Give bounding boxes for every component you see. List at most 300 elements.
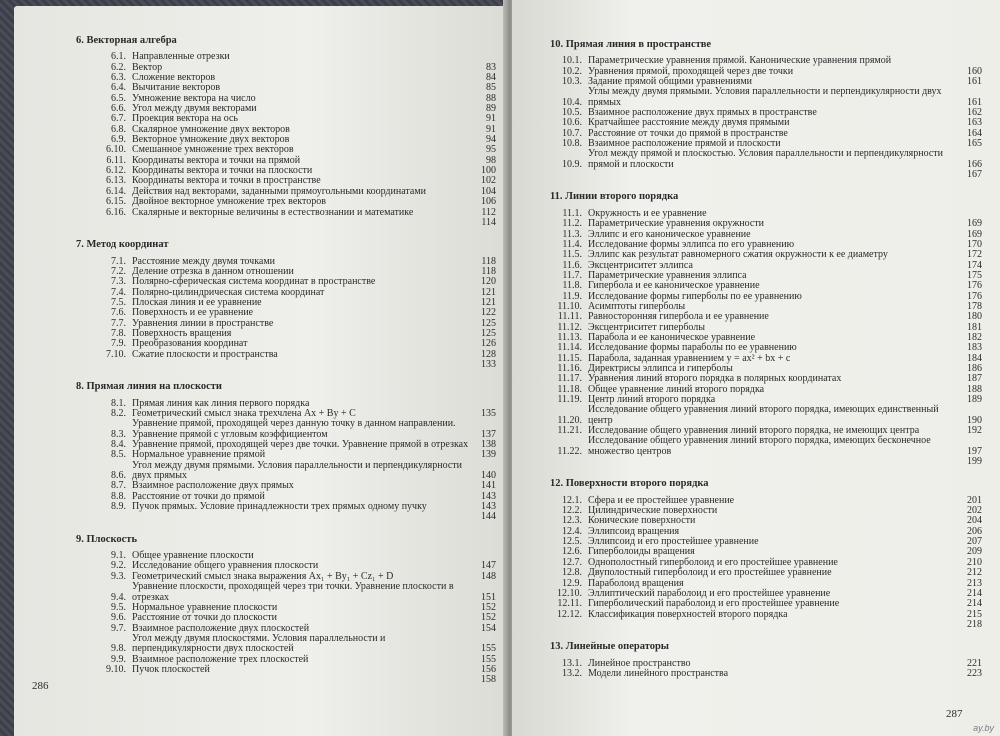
left-page-number: 286: [32, 680, 49, 692]
entry-title: Направленные отрезки: [132, 51, 230, 63]
entry-number: 10.2.: [562, 65, 582, 77]
entry-number: 7.1.: [111, 255, 126, 267]
entry-number: 12.8.: [562, 567, 582, 579]
entry-title: Модели линейного пространства: [588, 667, 729, 679]
toc-entry: [76, 277, 496, 287]
entry-page: 165: [967, 138, 982, 150]
entry-page: 187: [967, 373, 982, 385]
entry-title: Полярно-цилиндрическая система координат: [132, 286, 325, 298]
entry-number: 9.2.: [111, 560, 126, 572]
entry-page: 184: [967, 352, 982, 364]
entry-number: 11.11.: [557, 311, 582, 323]
entry-number: 12.4.: [562, 525, 582, 537]
toc-entry: [76, 613, 496, 623]
entry-number: 11.7.: [562, 269, 582, 281]
entry-title: Цилиндрические поверхности: [588, 505, 718, 517]
entry-page: 148: [481, 570, 496, 582]
entry-page: 188: [967, 383, 982, 395]
entry-number: 12.6.: [562, 546, 582, 558]
entry-title: Угол между двумя плоскостями. Условия параллельности и перпендикулярности двух плоскостей: [132, 632, 386, 655]
entry-number: 6.2.: [111, 61, 126, 73]
entry-title: Исследование формы эллипса по его уравнению: [588, 238, 795, 250]
entry-number: 8.9.: [111, 501, 126, 513]
entry-number: 12.1.: [562, 494, 582, 506]
entry-page: 190: [967, 414, 982, 426]
entry-number: 11.3.: [562, 228, 582, 240]
section-title: 9. Плоскость: [76, 533, 138, 545]
entry-page: 98: [486, 154, 496, 166]
section-title: 11. Линии второго порядка: [550, 191, 679, 203]
entry-title: Расстояние от точки до прямой: [132, 490, 265, 502]
entry-number: 6.5.: [111, 92, 126, 104]
entry-title: Векторное умножение двух векторов: [132, 134, 290, 146]
entry-number: 10.3.: [562, 76, 582, 88]
toc-entry: [550, 405, 982, 426]
entry-page: 139: [481, 449, 496, 461]
entry-title: Уравнение прямой, проходящей через две точки. Уравнение прямой в отрезках: [132, 439, 469, 451]
entry-number: 8.3.: [111, 428, 126, 440]
entry-number: 12.5.: [562, 536, 582, 548]
entry-page: 161: [967, 96, 982, 108]
entry-title: Двуполостный гиперболоид и его простейшее уравнение: [588, 567, 832, 579]
entry-title: Пучок прямых. Условие принадлежности трех прямых одному пучку: [132, 501, 427, 513]
entry-number: 11.15.: [557, 352, 582, 364]
entry-page: 89: [486, 103, 496, 115]
entry-title: Исследование общего уравнения линий второго порядка, имеющих единственный центр: [588, 404, 939, 426]
right-page: [512, 0, 1000, 736]
entry-number: 9.7.: [111, 622, 126, 634]
entry-title: Уравнения прямой, проходящей через две точки: [588, 65, 794, 77]
entry-page: 201: [967, 494, 982, 506]
entry-page: 162: [967, 107, 982, 119]
entry-number: 11.17.: [557, 373, 582, 385]
entry-page: 206: [967, 525, 982, 537]
entry-title: Параметрические уравнения прямой. Канонические уравнения прямой: [588, 55, 892, 67]
section-end-page: [550, 457, 982, 467]
entry-number: 10.6.: [562, 117, 582, 129]
entry-number: 6.1.: [111, 51, 126, 63]
entry-number: 11.21.: [557, 425, 582, 437]
entry-page: 125: [481, 317, 496, 329]
section-end-page: [76, 360, 496, 370]
entry-page: 95: [486, 144, 496, 156]
entry-number: 12.2.: [562, 505, 582, 517]
entry-number: 9.1.: [111, 550, 126, 562]
entry-page: 106: [481, 196, 496, 208]
entry-number: 6.11.: [106, 154, 126, 166]
entry-number: 13.2.: [562, 667, 582, 679]
entry-page: 118: [481, 265, 496, 277]
section-end-page: [76, 512, 496, 522]
entry-title: Классификация поверхностей второго порядка: [588, 608, 788, 620]
entry-number: 11.5.: [562, 249, 582, 261]
entry-number: 11.16.: [557, 362, 582, 374]
toc-entry: [550, 599, 982, 609]
entry-number: 7.7.: [111, 317, 126, 329]
entry-number: 11.8.: [562, 280, 582, 292]
toc-entry: [76, 502, 496, 512]
entry-number: 12.9.: [562, 577, 582, 589]
toc-entry: [550, 610, 982, 620]
entry-title: Парабола, заданная уравнением y = ax² + bx + c: [588, 352, 791, 364]
entry-page: 174: [967, 259, 982, 271]
entry-title: Конические поверхности: [588, 515, 696, 527]
entry-number: 8.4.: [111, 439, 126, 451]
entry-page: 176: [967, 290, 982, 302]
entry-number: 11.19.: [557, 394, 582, 405]
entry-page: 209: [967, 546, 982, 558]
entry-number: 11.13.: [557, 331, 582, 343]
entry-title: Поверхность вращения: [132, 327, 232, 339]
toc-entry: [76, 634, 496, 655]
entry-number: 6.7.: [111, 113, 126, 125]
entry-number: 11.20.: [557, 414, 582, 426]
entry-page: 161: [967, 76, 982, 88]
entry-title: Параболоид вращения: [588, 577, 684, 589]
entry-number: 8.2.: [111, 408, 126, 419]
entry-title: Вектор: [132, 61, 163, 73]
entry-number: 7.5.: [111, 296, 126, 308]
entry-page: 169: [967, 218, 982, 230]
entry-number: 12.10.: [557, 587, 582, 599]
entry-number: 11.22.: [557, 445, 582, 457]
entry-page: 84: [486, 72, 496, 84]
entry-page: 176: [967, 280, 982, 292]
entry-title: Расстояние от точки до плоскости: [132, 612, 277, 624]
entry-page: 138: [481, 439, 496, 451]
entry-title: Координаты вектора и точки на прямой: [132, 154, 301, 166]
toc-entry: [76, 350, 496, 360]
entry-title: Угол между прямой и плоскостью. Условия параллельности и перпендикулярности прямой и плоскости: [588, 148, 944, 170]
entry-page: 204: [967, 515, 982, 527]
entry-page: 91: [486, 123, 496, 135]
right-page-number: 287: [946, 708, 963, 720]
entry-title: Геометрический смысл знака трехчлена Ax + By + C: [132, 408, 356, 419]
entry-title: Исследование формы параболы по ее уравнению: [588, 342, 797, 354]
entry-page: 155: [481, 643, 496, 655]
entry-page: 143: [481, 501, 496, 513]
entry-number: 12.3.: [562, 515, 582, 527]
entry-title: Общее уравнение плоскости: [132, 550, 254, 562]
entry-page: 128: [481, 348, 496, 360]
entry-number: 6.12.: [106, 165, 126, 177]
entry-number: 11.12.: [557, 321, 582, 333]
entry-title: Уравнения линии в пространстве: [132, 317, 274, 329]
entry-title: Скалярное умножение двух векторов: [132, 123, 290, 135]
entry-number: 11.14.: [557, 342, 582, 354]
entry-page: 178: [967, 300, 982, 312]
entry-page: 163: [967, 117, 982, 129]
entry-page: 214: [967, 587, 982, 599]
toc-entry: [550, 87, 982, 108]
entry-number: 12.7.: [562, 556, 582, 568]
entry-title: Парабола и ее каноническое уравнение: [588, 331, 756, 343]
entry-page: 104: [481, 185, 496, 197]
entry-number: 12.12.: [557, 608, 582, 620]
entry-title: Линейное пространство: [588, 657, 691, 669]
section-end-page: [76, 675, 496, 685]
entry-title: Гипербола и ее каноническое уравнение: [588, 280, 760, 292]
entry-number: 11.10.: [557, 300, 582, 312]
section-title: 7. Метод координат: [76, 239, 169, 251]
entry-number: 6.15.: [106, 196, 126, 208]
entry-page: 114: [481, 216, 496, 228]
entry-title: Исследование общего уравнения линий второго порядка, имеющих бесконечное множество центров: [588, 435, 931, 457]
entry-title: Гиперболоиды вращения: [588, 546, 695, 558]
left-toc-column: [76, 36, 496, 686]
entry-number: 6.6.: [111, 103, 126, 115]
entry-title: Поверхность и ее уравнение: [132, 307, 254, 319]
entry-number: 11.18.: [557, 383, 582, 395]
entry-number: 11.6.: [562, 259, 582, 271]
section-title: 10. Прямая линия в пространстве: [550, 39, 712, 50]
entry-page: 112: [481, 206, 496, 218]
entry-title: Деление отрезка в данном отношении: [132, 265, 294, 277]
toc-entry: [76, 582, 496, 603]
entry-number: 6.10.: [106, 144, 126, 156]
entry-page: 199: [967, 456, 982, 468]
entry-number: 7.4.: [111, 286, 126, 298]
entry-number: 9.3.: [111, 570, 126, 582]
toc-entry: [550, 250, 982, 260]
entry-title: Расстояние между двумя точками: [132, 255, 276, 267]
entry-page: 152: [481, 601, 496, 613]
toc-entry: [550, 219, 982, 229]
entry-page: 88: [486, 92, 496, 104]
entry-number: 6.3.: [111, 72, 126, 84]
section-title: 6. Векторная алгебра: [76, 35, 177, 46]
entry-title: Уравнение плоскости, проходящей через три точки. Уравнение плоскости в отрезках: [132, 581, 454, 603]
entry-title: Уравнение прямой, проходящей через данную точку в данном направлении. Уравнение прямой с угловым коэффициентом: [132, 418, 456, 440]
entry-title: Вычитание векторов: [132, 82, 221, 94]
entry-number: 11.2.: [562, 218, 582, 230]
watermark: ay.by: [973, 723, 994, 733]
entry-title: Параметрические уравнения эллипса: [588, 269, 747, 281]
entry-title: Исследование общего уравнения плоскости: [132, 560, 319, 572]
entry-page: 102: [481, 175, 496, 187]
entry-title: Асимптоты гиперболы: [588, 300, 686, 312]
toc-entry: [76, 419, 496, 440]
entry-number: 8.7.: [111, 480, 126, 492]
entry-page: 85: [486, 82, 496, 94]
entry-number: 8.6.: [111, 470, 126, 482]
entry-page: 126: [481, 338, 496, 350]
right-toc-column: [550, 40, 982, 679]
entry-page: 143: [481, 490, 496, 502]
toc-entry: [550, 149, 982, 170]
entry-page: 135: [481, 408, 496, 419]
entry-title: Проекция вектора на ось: [132, 113, 238, 125]
section-end-page: [550, 170, 982, 180]
entry-page: 158: [481, 674, 496, 686]
entry-number: 7.2.: [111, 265, 126, 277]
entry-number: 6.8.: [111, 123, 126, 135]
section-end-page: [76, 218, 496, 228]
entry-page: 125: [481, 327, 496, 339]
entry-page: 121: [481, 296, 496, 308]
entry-title: Координаты вектора и точки в пространстве: [132, 175, 321, 187]
entry-page: 83: [486, 61, 496, 73]
entry-title: Уравнения линий второго порядка в полярных координатах: [588, 373, 842, 385]
entry-page: 155: [481, 653, 496, 665]
entry-page: 118: [481, 255, 496, 267]
entry-title: Эллипсоид вращения: [588, 525, 680, 537]
entry-page: 164: [967, 127, 982, 139]
entry-number: 9.9.: [111, 653, 126, 665]
entry-number: 6.4.: [111, 82, 126, 94]
entry-title: Действия над векторами, заданными прямоугольными координатами: [132, 185, 427, 197]
entry-title: Директрисы эллипса и гиперболы: [588, 362, 733, 374]
entry-page: 170: [967, 238, 982, 250]
entry-title: Окружность и ее уравнение: [588, 207, 707, 219]
entry-title: Взаимное расположение двух плоскостей: [132, 622, 310, 634]
entry-number: 9.8.: [111, 643, 126, 655]
toc-entry: [550, 669, 982, 679]
entry-number: 11.4.: [562, 238, 582, 250]
entry-number: 9.6.: [111, 612, 126, 624]
entry-number: 9.5.: [111, 601, 126, 613]
entry-number: 10.5.: [562, 107, 582, 119]
section-title: 8. Прямая линия на плоскости: [76, 381, 222, 393]
entry-page: 137: [481, 428, 496, 440]
entry-number: 8.1.: [111, 397, 126, 409]
entry-page: 141: [481, 480, 496, 492]
entry-title: Прямая линия как линия первого порядка: [132, 397, 310, 409]
toc-entry: [76, 208, 496, 218]
entry-number: 6.16.: [106, 206, 126, 218]
entry-number: 7.9.: [111, 338, 126, 350]
entry-title: Двойное векторное умножение трех векторов: [132, 196, 326, 208]
entry-title: Нормальное уравнение плоскости: [132, 601, 278, 613]
entry-title: Кратчайшее расстояние между двумя прямыми: [588, 117, 790, 129]
entry-number: 10.8.: [562, 138, 582, 150]
entry-title: Эксцентриситет эллипса: [588, 259, 693, 271]
entry-title: Сфера и ее простейшее уравнение: [588, 494, 735, 506]
entry-page: 133: [481, 358, 496, 370]
entry-page: 183: [967, 342, 982, 354]
entry-title: Угол между двумя векторами: [132, 103, 257, 115]
entry-page: 192: [967, 425, 982, 437]
entry-title: Полярно-сферическая система координат в пространстве: [132, 276, 376, 288]
entry-page: 210: [967, 556, 982, 568]
entry-title: Скалярные и векторные величины в естествознании и математике: [132, 206, 414, 218]
section-title: 12. Поверхности второго порядка: [550, 478, 709, 490]
entry-number: 9.10.: [106, 663, 126, 675]
entry-number: 7.6.: [111, 307, 126, 319]
entry-page: 214: [967, 598, 982, 610]
entry-title: Эксцентриситет гиперболы: [588, 321, 706, 333]
entry-title: Эллипс и его каноническое уравнение: [588, 228, 751, 240]
entry-number: 6.9.: [111, 134, 126, 146]
entry-page: 175: [967, 269, 982, 281]
entry-page: 172: [967, 249, 982, 261]
entry-number: 11.1.: [562, 207, 582, 219]
entry-page: 213: [967, 577, 982, 589]
entry-page: 218: [967, 618, 982, 630]
toc-entry: [550, 568, 982, 578]
entry-page: 182: [967, 331, 982, 343]
entry-page: 186: [967, 362, 982, 374]
entry-title: Смешанное умножение трех векторов: [132, 144, 294, 156]
entry-page: 189: [967, 394, 982, 405]
entry-page: 160: [967, 65, 982, 77]
entry-title: Расстояние от точки до прямой в пространстве: [588, 127, 788, 139]
entry-title: Геометрический смысл знака выражения Ax₁ + By₁ + Cz₁ + D: [132, 570, 394, 582]
entry-title: Исследование общего уравнения линий второго порядка, не имеющих центра: [588, 425, 920, 437]
entry-page: 166: [967, 158, 982, 170]
toc-entry: [550, 436, 982, 457]
entry-page: 223: [967, 667, 982, 679]
entry-title: Взаимное расположение двух прямых в пространстве: [588, 107, 817, 119]
entry-title: Параметрические уравнения окружности: [588, 218, 765, 230]
entry-number: 6.13.: [106, 175, 126, 187]
entry-title: Центр линий второго порядка: [588, 394, 716, 405]
entry-page: 212: [967, 567, 982, 579]
entry-number: 11.9.: [562, 290, 582, 302]
entry-number: 7.10.: [106, 348, 126, 360]
entry-title: Взаимное расположение трех плоскостей: [132, 653, 309, 665]
entry-page: 215: [967, 608, 982, 620]
toc-entry: [76, 665, 496, 675]
entry-page: 151: [481, 591, 496, 603]
entry-number: 7.3.: [111, 276, 126, 288]
entry-page: 121: [481, 286, 496, 298]
entry-page: 120: [481, 276, 496, 288]
entry-title: Общее уравнение линий второго порядка: [588, 383, 765, 395]
entry-number: 13.1.: [562, 657, 582, 669]
entry-number: 8.8.: [111, 490, 126, 502]
entry-title: Равносторонняя гипербола и ее уравнение: [588, 311, 769, 323]
entry-page: 181: [967, 321, 982, 333]
entry-title: Умножение вектора на число: [132, 92, 256, 104]
entry-number: 6.14.: [106, 185, 126, 197]
entry-number: 10.7.: [562, 127, 582, 139]
entry-title: Пучок плоскостей: [132, 663, 210, 675]
entry-number: 7.8.: [111, 327, 126, 339]
entry-page: 100: [481, 165, 496, 177]
entry-page: 152: [481, 612, 496, 624]
entry-title: Угол между двумя прямыми. Условия параллельности и перпендикулярности двух прямых: [132, 459, 462, 482]
entry-title: Исследование формы гиперболы по ее уравнению: [588, 290, 802, 302]
entry-title: Гиперболический параболоид и его простейшее уравнение: [588, 598, 840, 610]
toc-entry: [76, 197, 496, 207]
entry-page: 167: [967, 169, 982, 181]
entry-page: 156: [481, 663, 496, 675]
entry-page: 180: [967, 311, 982, 323]
entry-page: 147: [481, 560, 496, 572]
entry-page: 207: [967, 536, 982, 548]
entry-page: 94: [486, 134, 496, 146]
entry-number: 9.4.: [111, 591, 126, 603]
toc-entry: [76, 461, 496, 482]
entry-title: Нормальное уравнение прямой: [132, 449, 266, 461]
entry-page: 91: [486, 113, 496, 125]
entry-number: 10.4.: [562, 96, 582, 108]
entry-title: Взаимное расположение двух прямых: [132, 480, 294, 492]
entry-page: 202: [967, 505, 982, 517]
entry-title: Взаимное расположение прямой и плоскости: [588, 138, 781, 150]
entry-title: Задание прямой общими уравнениями: [588, 76, 752, 88]
entry-title: Углы между двумя прямыми. Условия параллельности и перпендикулярности двух прямых: [588, 86, 942, 108]
entry-title: Плоская линия и ее уравнение: [132, 296, 262, 308]
entry-page: 197: [967, 445, 982, 457]
entry-number: 12.11.: [557, 598, 582, 610]
entry-number: 8.5.: [111, 449, 126, 461]
section-end-page: [550, 620, 982, 630]
entry-number: 10.9.: [562, 158, 582, 170]
entry-title: Преобразования координат: [132, 338, 248, 350]
entry-page: 140: [481, 470, 496, 482]
